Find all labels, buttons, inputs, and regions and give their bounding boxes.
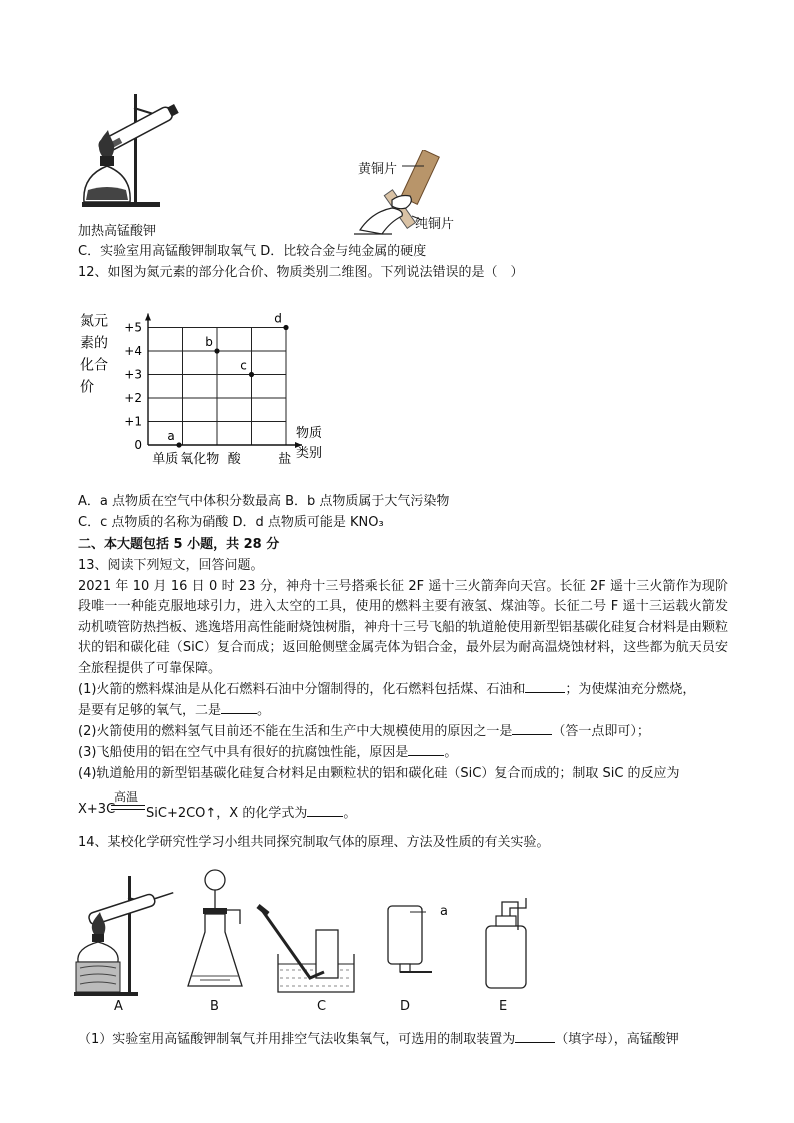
figure-left-caption: 加热高锰酸钾 (78, 224, 157, 239)
y-tick-label: 0 (134, 438, 142, 452)
nitrogen-valence-chart (78, 305, 378, 480)
q13-sub2 (78, 722, 728, 742)
q14-stem: 14、某校化学研究性学习小组共同探究制取气体的原理、方法及性质的有关实验。 (78, 835, 550, 850)
q13-sub4-blank[interactable] (307, 804, 343, 817)
y-tick-label: +5 (124, 320, 142, 335)
q13-sub3-blank[interactable] (408, 743, 444, 756)
q14-sub1-blank[interactable] (515, 1030, 555, 1043)
q13-sub2-blank[interactable] (512, 722, 552, 735)
y-axis-title: 素的 (80, 335, 108, 352)
equation-arrow (111, 805, 145, 810)
q11-options-cd: C．实验室用高锰酸钾制取氧气 D．比较合金与纯金属的硬度 (78, 244, 427, 259)
figure-heating-kmno4 (74, 86, 204, 214)
apparatus-label-b: B (210, 999, 219, 1014)
x-axis-title: 物质 (296, 426, 323, 441)
q13-sub1-text-c: 是要有足够的氧气，二是 (78, 703, 222, 718)
apparatus-a (74, 876, 175, 996)
y-axis-arrow (145, 314, 151, 321)
q13-equation (78, 788, 478, 828)
apparatus-label-a: A (114, 999, 123, 1014)
equation-condition: 高温 (114, 790, 139, 804)
y-tick-label: +3 (124, 367, 142, 382)
q12-stem: 12、如图为氮元素的部分化合价、物质类别二维图。下列说法错误的是（ ） (78, 265, 524, 280)
q13-sub3 (78, 743, 728, 763)
x-category-label: 盐 (278, 452, 292, 467)
y-axis-title: 价 (80, 379, 94, 396)
copper-label: 纯铜片 (415, 217, 455, 232)
y-tick-label: +4 (124, 344, 142, 358)
data-point-label: b (205, 335, 213, 349)
q13-sub1-text-b: ；为使煤油充分燃烧， (565, 682, 696, 697)
apparatus-label-e: E (499, 999, 508, 1014)
section2-title: 二、本大题包括 5 小题，共 28 分 (78, 537, 280, 552)
equation-right-text: SiC+2CO↑，X 的化学式为 (146, 806, 308, 821)
apparatus-d (388, 906, 432, 972)
equation-right (146, 802, 356, 821)
q13-sub2-text-b: （答一点即可）； (552, 724, 650, 739)
q14-sub1-text-b: （填字母），高锰酸钾 (555, 1032, 679, 1047)
x-category-label: 酸 (227, 452, 241, 467)
q13-passage: 2021 年 10 月 16 日 0 时 23 分，神舟十三号搭乘长征 2F 遥十三火箭奔向天宫。长征 2F 遥十三火箭作为现阶段唯一一种能克服地球引力，进入太空的工具，使用的燃料主要有液氢、煤油等。长征二号 F 遥十三运载火箭发动机喷管防热挡板、逃逸塔用高性能耐烧蚀树脂，神舟十三号飞船的轨道舱使用新型铝基碳化硅复合材料是由颗粒状的铝和碳化硅（SiC）复合而成；返回舱侧壁金属壳体为铝合金，最外层为耐高温烧蚀材料，这些都为航天员安全旅程提供了可靠保障。 (78, 579, 729, 676)
apparatus-label-c: C (317, 999, 327, 1014)
y-axis-title: 氮元 (80, 313, 108, 330)
equation-left: X+3C (78, 802, 116, 817)
x-axis-title: 类别 (296, 446, 323, 461)
q13-sub4: (4)轨道舱用的新型铝基碳化硅复合材料足由颗粒状的铝和碳化硅（SiC）复合而成的；制取 SiC 的反应为 (78, 766, 680, 781)
q13-sub3-text-b: 。 (444, 745, 458, 760)
q13-sub1-cont (78, 701, 728, 721)
q12-option-cd: C．c 点物质的名称为硝酸 D．d 点物质可能是 KNO₃ (78, 515, 384, 530)
x-category-label: 单质 (152, 452, 179, 467)
q13-sub1-blank-2[interactable] (221, 701, 257, 714)
q13-sub1-text-a: (1)火箭的燃料煤油是从化石燃料石油中分馏制得的，化石燃料包括煤、石油和 (78, 682, 526, 697)
apparatus-e (486, 898, 526, 988)
equation-end: 。 (343, 806, 357, 821)
y-tick-label: +1 (124, 414, 142, 429)
data-point-d (283, 325, 288, 330)
apparatus-c (258, 906, 354, 992)
q13-sub1-blank-1[interactable] (525, 680, 565, 693)
apparatus-d-port-label: a (440, 904, 448, 919)
q12-option-ab: A．a 点物质在空气中体积分数最高 B．b 点物质属于大气污染物 (78, 494, 450, 509)
q13-sub2-text-a: (2)火箭使用的燃料氢气目前还不能在生活和生产中大规模使用的原因之一是 (78, 724, 513, 739)
data-point-b (214, 348, 219, 353)
y-tick-label: +2 (124, 391, 142, 405)
data-point-label: c (240, 358, 247, 373)
q13-sub1 (78, 680, 728, 700)
q14-sub1 (78, 1030, 728, 1050)
apparatus-b (188, 870, 242, 986)
x-category-label: 氧化物 (180, 452, 220, 467)
q13-sub1-text-d: 。 (257, 703, 271, 718)
data-point-label: d (274, 311, 282, 326)
apparatus-figure (70, 868, 540, 998)
brass-label: 黄铜片 (358, 162, 398, 177)
q13-stem: 13、阅读下列短文，回答问题。 (78, 558, 264, 573)
q13-sub3-text-a: (3)飞船使用的铝在空气中具有很好的抗腐蚀性能，原因是 (78, 745, 409, 760)
apparatus-label-d: D (400, 999, 411, 1014)
y-axis-title: 化合 (80, 357, 108, 374)
q14-sub1-text-a: （1）实验室用高锰酸钾制氧气并用排空气法收集氧气，可选用的制取装置为 (78, 1032, 516, 1047)
data-point-label: a (167, 429, 175, 443)
data-point-c (249, 372, 254, 377)
data-point-a (176, 442, 181, 447)
